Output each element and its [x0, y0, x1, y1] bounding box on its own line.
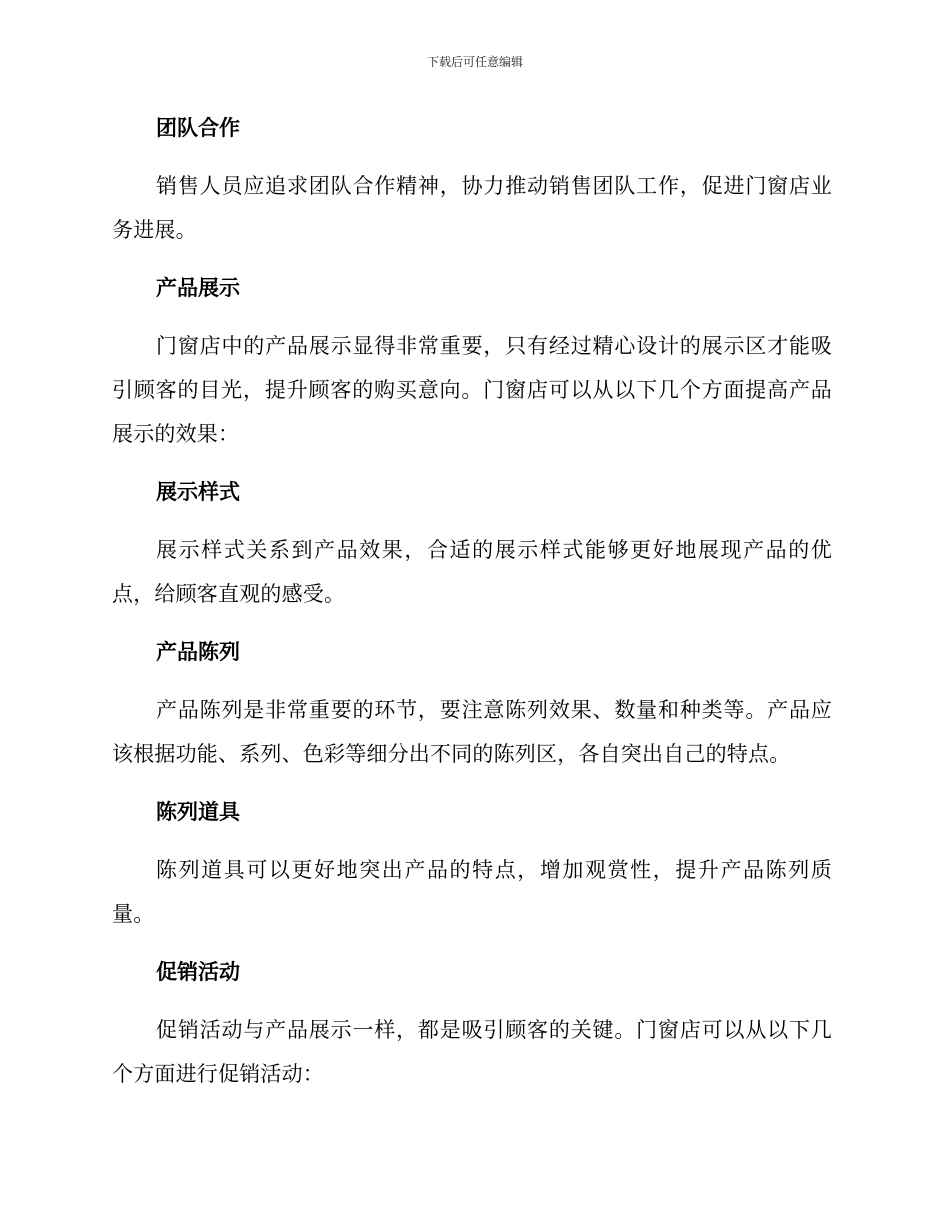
section-heading-product-display: 产品展示: [156, 276, 240, 300]
paragraph-product-display: 门窗店中的产品展示显得非常重要，只有经过精心设计的展示区才能吸引顾客的目光，提升顾客的购买意向。门窗店可以从以下几个方面提高产品展示的效果：: [112, 334, 832, 446]
section-heading-promotion: 促销活动: [156, 960, 240, 984]
paragraph-promotion: 促销活动与产品展示一样，都是吸引顾客的关键。门窗店可以从以下几个方面进行促销活动：: [112, 1018, 832, 1086]
section-heading-team-work: 团队合作: [156, 116, 240, 140]
section-heading-product-arrangement: 产品陈列: [156, 640, 240, 664]
section-heading-display-style: 展示样式: [156, 480, 240, 504]
paragraph-display-props: 陈列道具可以更好地突出产品的特点，增加观赏性，提升产品陈列质量。: [112, 858, 832, 926]
paragraph-display-style: 展示样式关系到产品效果，合适的展示样式能够更好地展现产品的优点，给顾客直观的感受。: [112, 538, 832, 606]
document-body: [112, 106, 832, 1096]
paragraph-product-arrangement: 产品陈列是非常重要的环节，要注意陈列效果、数量和种类等。产品应该根据功能、系列、色彩等细分出不同的陈列区，各自突出自己的特点。: [112, 698, 832, 766]
page-header: 下载后可任意编辑: [426, 55, 523, 69]
paragraph-team-work: 销售人员应追求团队合作精神，协力推动销售团队工作，促进门窗店业务进展。: [112, 174, 832, 242]
section-heading-display-props: 陈列道具: [156, 800, 240, 824]
